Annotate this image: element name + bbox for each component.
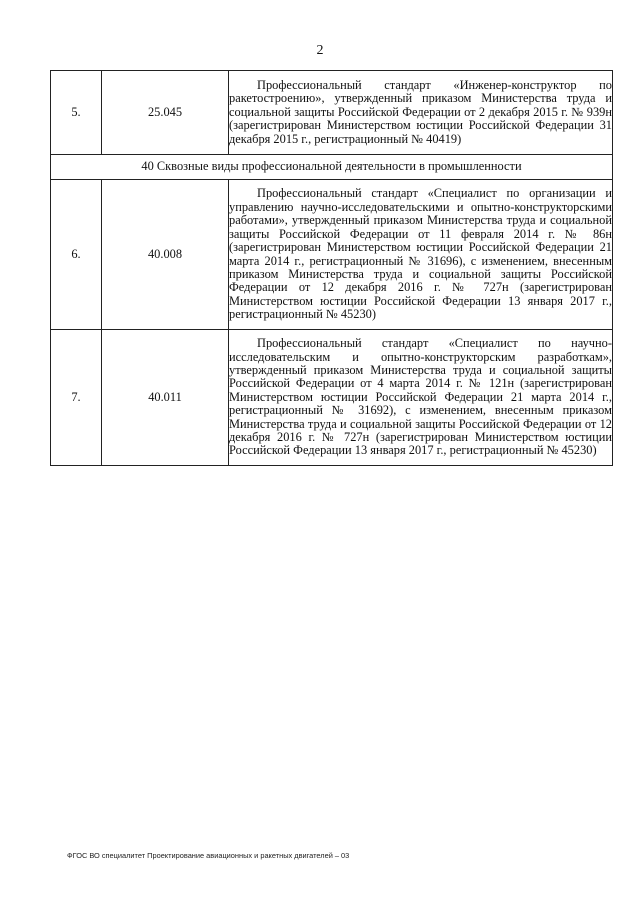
- table-row: [51, 330, 613, 466]
- row-number: 6.: [51, 180, 102, 330]
- section-heading: 40 Сквозные виды профессиональной деятельности в промышленности: [51, 155, 613, 180]
- document-footer: ФГОС ВО специалитет Проектирование авиационных и ракетных двигателей – 03: [67, 851, 350, 860]
- standard-code: 25.045: [102, 71, 229, 155]
- professional-standards-table: [50, 70, 613, 466]
- standard-description: [229, 71, 613, 155]
- standard-code: 40.008: [102, 180, 229, 330]
- standard-description: [229, 330, 613, 466]
- standard-code: 40.011: [102, 330, 229, 466]
- standard-description: [229, 180, 613, 330]
- section-row: [51, 155, 613, 180]
- standard-description-text: Профессиональный стандарт «Специалист по организации и управлению научно-исследовательскими и опытно-конструкторскими работами», утвержденный приказом Министерства труда и социальной защиты Российской Федерации от 11 февраля 2014 г. № 86н (зарегистрирован Министерством юстиции Российской Федерации 21 марта 2014 г., регистрационный № 31696), с изменением, внесенным приказом Министерства труда и социальной защиты Российской Федерации от 12 декабря 2016 г. № 727н (зарегистрирован Министерством юстиции Российской Федерации 13 января 2017 г., регистрационный № 45230): [229, 186, 612, 322]
- standard-description-text: Профессиональный стандарт «Инженер-конструктор по ракетостроению», утвержденный приказом Министерства труда и социальной защиты Российской Федерации от 2 декабря 2015 г. № 939н (зарегистрирован Министерством юстиции Российской Федерации 31 декабря 2015 г., регистрационный № 40419): [229, 77, 612, 146]
- row-number: 5.: [51, 71, 102, 155]
- table-row: [51, 180, 613, 330]
- page-number: 2: [316, 43, 324, 58]
- standard-description-text: Профессиональный стандарт «Специалист по научно-исследовательским и опытно-конструкторским разработкам», утвержденный приказом Министерства труда и социальной защиты Российской Федерации от 4 марта 2014 г. № 121н (зарегистрирован Министерством юстиции Российской Федерации 21 марта 2014 г., регистрационный № 31692), с изменением, внесенным приказом Министерства труда и социальной защиты Российской Федерации от 12 декабря 2016 г. № 727н (зарегистрирован Министерством юстиции Российской Федерации 13 января 2017 г., регистрационный № 45230): [229, 336, 612, 458]
- table-row: [51, 71, 613, 155]
- row-number: 7.: [51, 330, 102, 466]
